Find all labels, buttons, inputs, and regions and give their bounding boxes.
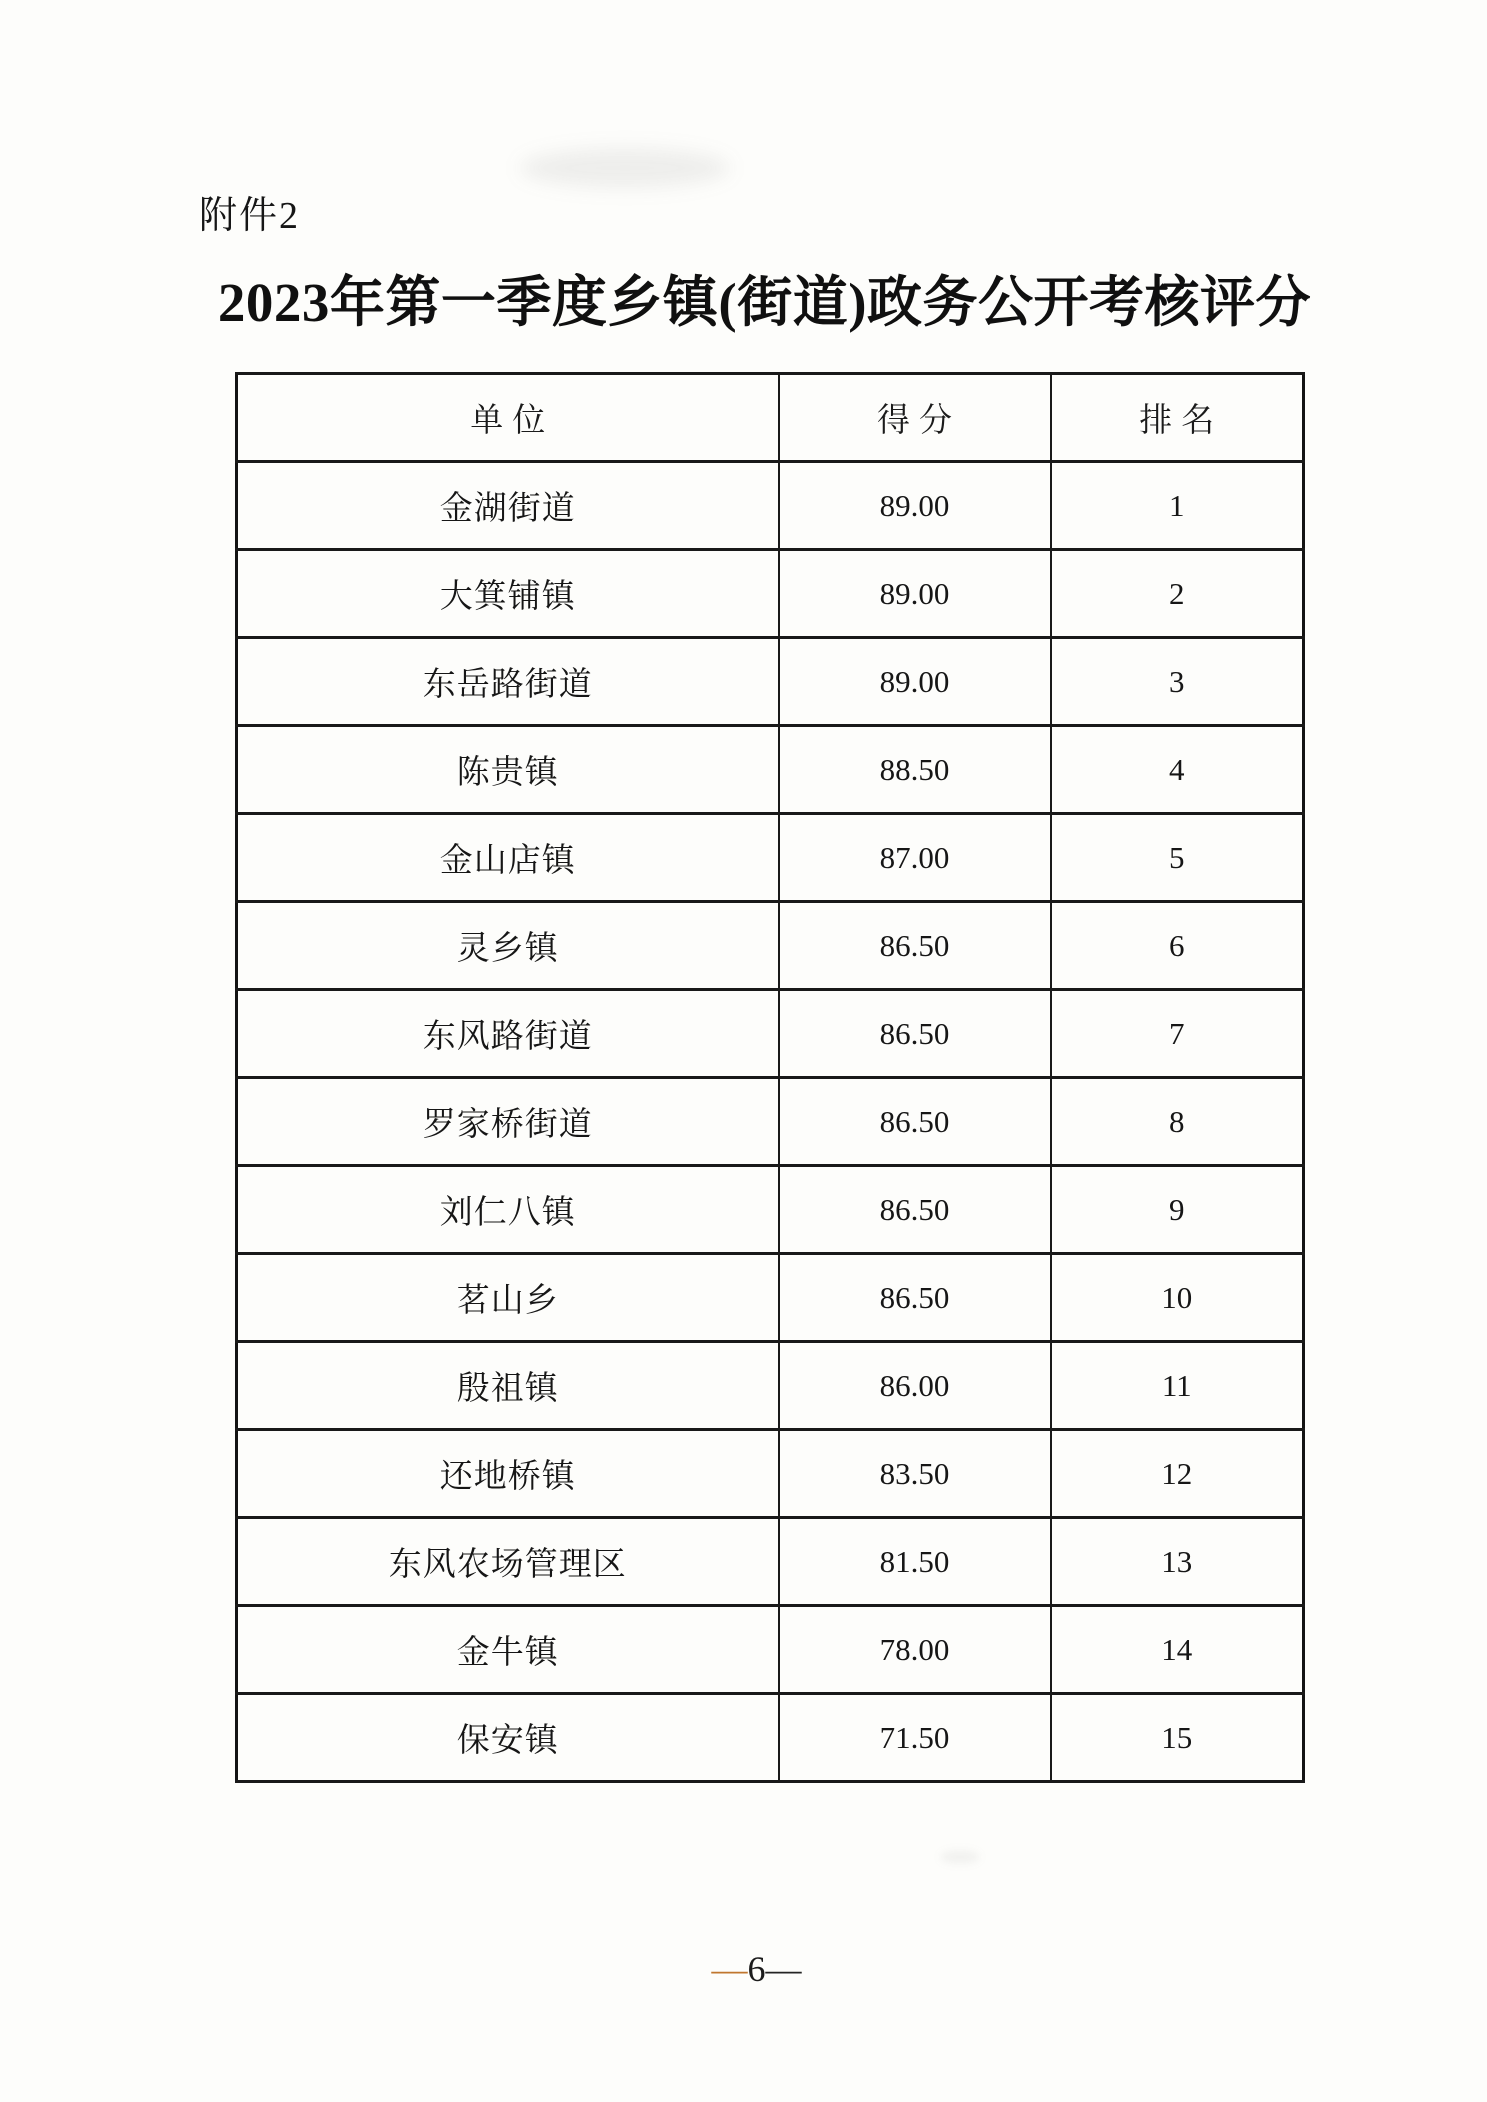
unit-cell: 东风路街道 — [237, 990, 779, 1078]
score-cell: 86.50 — [779, 1254, 1051, 1342]
score-cell: 89.00 — [779, 638, 1051, 726]
score-cell: 71.50 — [779, 1694, 1051, 1782]
header-rank: 排名 — [1051, 374, 1304, 462]
table-row — [237, 1254, 1304, 1342]
unit-cell: 金山店镇 — [237, 814, 779, 902]
score-cell: 86.50 — [779, 902, 1051, 990]
unit-cell: 金牛镇 — [237, 1606, 779, 1694]
score-cell: 81.50 — [779, 1518, 1051, 1606]
rank-cell: 15 — [1051, 1694, 1304, 1782]
rank-cell: 1 — [1051, 462, 1304, 550]
rank-cell: 8 — [1051, 1078, 1304, 1166]
rank-cell: 12 — [1051, 1430, 1304, 1518]
score-cell: 89.00 — [779, 462, 1051, 550]
scan-smudge — [940, 1850, 980, 1864]
table-row — [237, 1166, 1304, 1254]
table-row — [237, 1430, 1304, 1518]
table-row — [237, 1606, 1304, 1694]
score-cell: 87.00 — [779, 814, 1051, 902]
score-cell: 86.00 — [779, 1342, 1051, 1430]
page-title: 2023年第一季度乡镇(街道)政务公开考核评分 — [217, 272, 1312, 333]
attachment-label: 附件2 — [199, 195, 301, 237]
score-cell: 86.50 — [779, 1078, 1051, 1166]
rank-cell: 11 — [1051, 1342, 1304, 1430]
unit-cell: 保安镇 — [237, 1694, 779, 1782]
page-number-dash-left: — — [711, 1949, 748, 1989]
scan-smudge — [520, 148, 730, 188]
score-cell: 86.50 — [779, 990, 1051, 1078]
table-row — [237, 1078, 1304, 1166]
score-table — [235, 372, 1305, 1783]
unit-cell: 灵乡镇 — [237, 902, 779, 990]
table-row — [237, 550, 1304, 638]
table-header-row — [237, 374, 1304, 462]
unit-cell: 金湖街道 — [237, 462, 779, 550]
rank-cell: 10 — [1051, 1254, 1304, 1342]
unit-cell: 罗家桥街道 — [237, 1078, 779, 1166]
rank-cell: 13 — [1051, 1518, 1304, 1606]
unit-cell: 东风农场管理区 — [237, 1518, 779, 1606]
score-cell: 78.00 — [779, 1606, 1051, 1694]
rank-cell: 7 — [1051, 990, 1304, 1078]
unit-cell: 东岳路街道 — [237, 638, 779, 726]
table-row — [237, 814, 1304, 902]
score-cell: 83.50 — [779, 1430, 1051, 1518]
unit-cell: 大箕铺镇 — [237, 550, 779, 638]
page-number — [0, 1948, 1487, 1990]
score-cell: 89.00 — [779, 550, 1051, 638]
unit-cell: 还地桥镇 — [237, 1430, 779, 1518]
rank-cell: 5 — [1051, 814, 1304, 902]
rank-cell: 2 — [1051, 550, 1304, 638]
rank-cell: 6 — [1051, 902, 1304, 990]
header-score: 得分 — [779, 374, 1051, 462]
score-cell: 86.50 — [779, 1166, 1051, 1254]
rank-cell: 3 — [1051, 638, 1304, 726]
table-row — [237, 638, 1304, 726]
unit-cell: 陈贵镇 — [237, 726, 779, 814]
rank-cell: 9 — [1051, 1166, 1304, 1254]
unit-cell: 殷祖镇 — [237, 1342, 779, 1430]
score-cell: 88.50 — [779, 726, 1051, 814]
table-row — [237, 726, 1304, 814]
unit-cell: 茗山乡 — [237, 1254, 779, 1342]
unit-cell: 刘仁八镇 — [237, 1166, 779, 1254]
table-row — [237, 1518, 1304, 1606]
page-number-value: 6 — [747, 1949, 766, 1989]
table-row — [237, 902, 1304, 990]
rank-cell: 4 — [1051, 726, 1304, 814]
header-unit: 单位 — [237, 374, 779, 462]
page-number-dash-right: — — [765, 1949, 802, 1989]
rank-cell: 14 — [1051, 1606, 1304, 1694]
table-row — [237, 990, 1304, 1078]
table-row — [237, 1694, 1304, 1782]
table-row — [237, 462, 1304, 550]
table-row — [237, 1342, 1304, 1430]
